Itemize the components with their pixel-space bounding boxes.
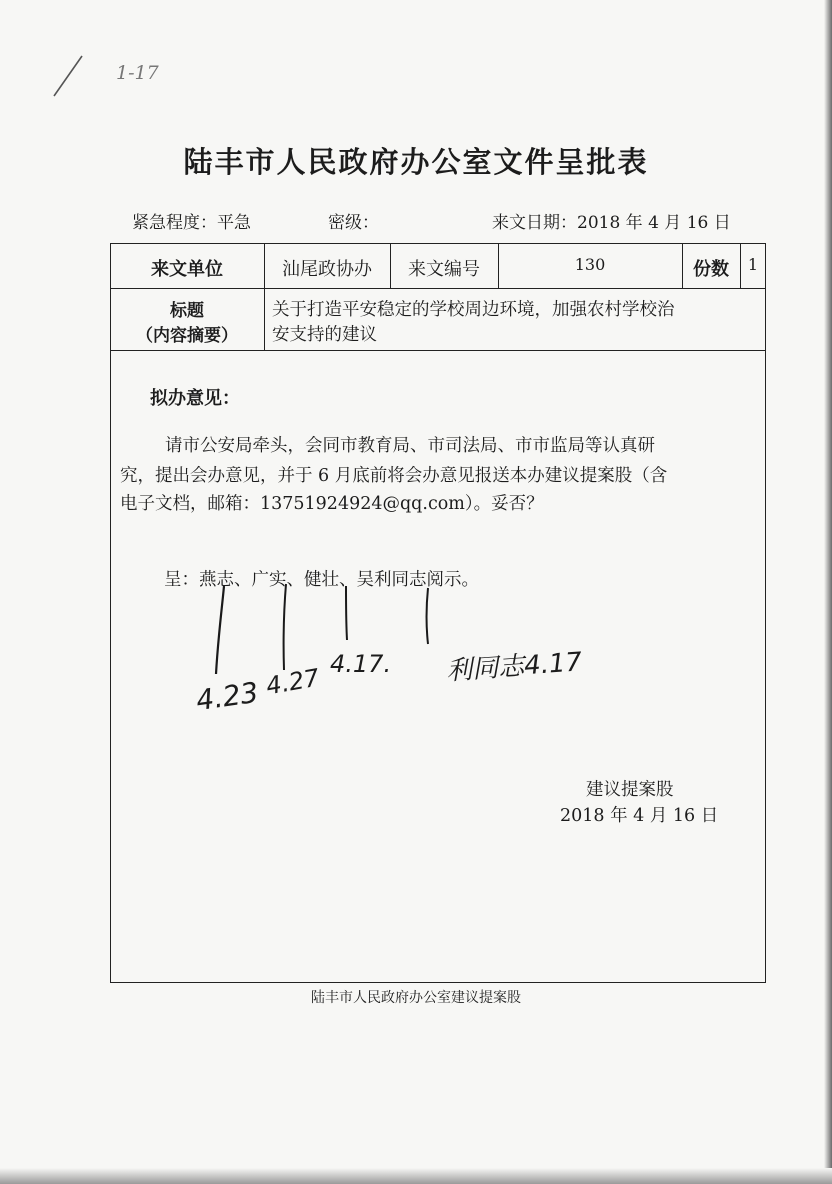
urgency-label: 紧急程度：平急: [132, 213, 251, 233]
copies-label: 份数: [693, 259, 729, 280]
handwritten-mark-3: 4.17.: [330, 650, 392, 678]
subject-label: 标题: [170, 301, 204, 321]
margin-annotation: 1-17: [116, 62, 159, 84]
handwritten-mark-1: 4.23: [194, 675, 261, 718]
page-title: 陆丰市人民政府办公室文件呈批表: [183, 145, 649, 179]
subject-text-line-2: 安支持的建议: [272, 325, 377, 345]
submit-line: 呈：燕志、广实、健壮、吴利同志阅示。: [164, 570, 479, 590]
signed-date: 2018 年 4 月 16 日: [560, 806, 719, 826]
footer-office: 陆丰市人民政府办公室建议提案股: [311, 990, 521, 1006]
opinion-line-1: 请市公安局牵头，会同市教育局、市司法局、市市监局等认真研: [165, 436, 655, 456]
unit-value: 汕尾政协办: [282, 259, 372, 280]
scan-edge-right: [824, 0, 832, 1184]
subject-text-line-1: 关于打造平安稳定的学校周边环境，加强农村学校治: [272, 300, 675, 320]
opinion-line-2: 究，提出会办意见，并于 6 月底前将会办意见报送本办建议提案股（含: [120, 466, 668, 486]
incoming-date: 来文日期：2018 年 4 月 16 日: [492, 213, 731, 233]
row-divider-1: [110, 288, 766, 289]
number-value: 130: [574, 255, 606, 274]
scan-edge-bottom: [0, 1168, 832, 1184]
handwritten-mark-4: 利同志4.17: [445, 647, 583, 687]
opinion-line-3: 电子文档，邮箱：13751924924@qq.com）。妥否？: [120, 494, 544, 514]
copies-value: 1: [747, 255, 759, 274]
secret-level-label: 密级：: [328, 213, 379, 233]
handwritten-mark-2: 4.27: [263, 663, 322, 701]
unit-label: 来文单位: [151, 259, 223, 280]
number-label: 来文编号: [408, 259, 480, 280]
signer-unit: 建议提案股: [586, 780, 674, 800]
subject-label-sub: （内容摘要）: [136, 326, 238, 346]
margin-stroke: [50, 52, 90, 102]
opinion-heading: 拟办意见：: [150, 388, 240, 409]
row-divider-2: [110, 350, 766, 351]
